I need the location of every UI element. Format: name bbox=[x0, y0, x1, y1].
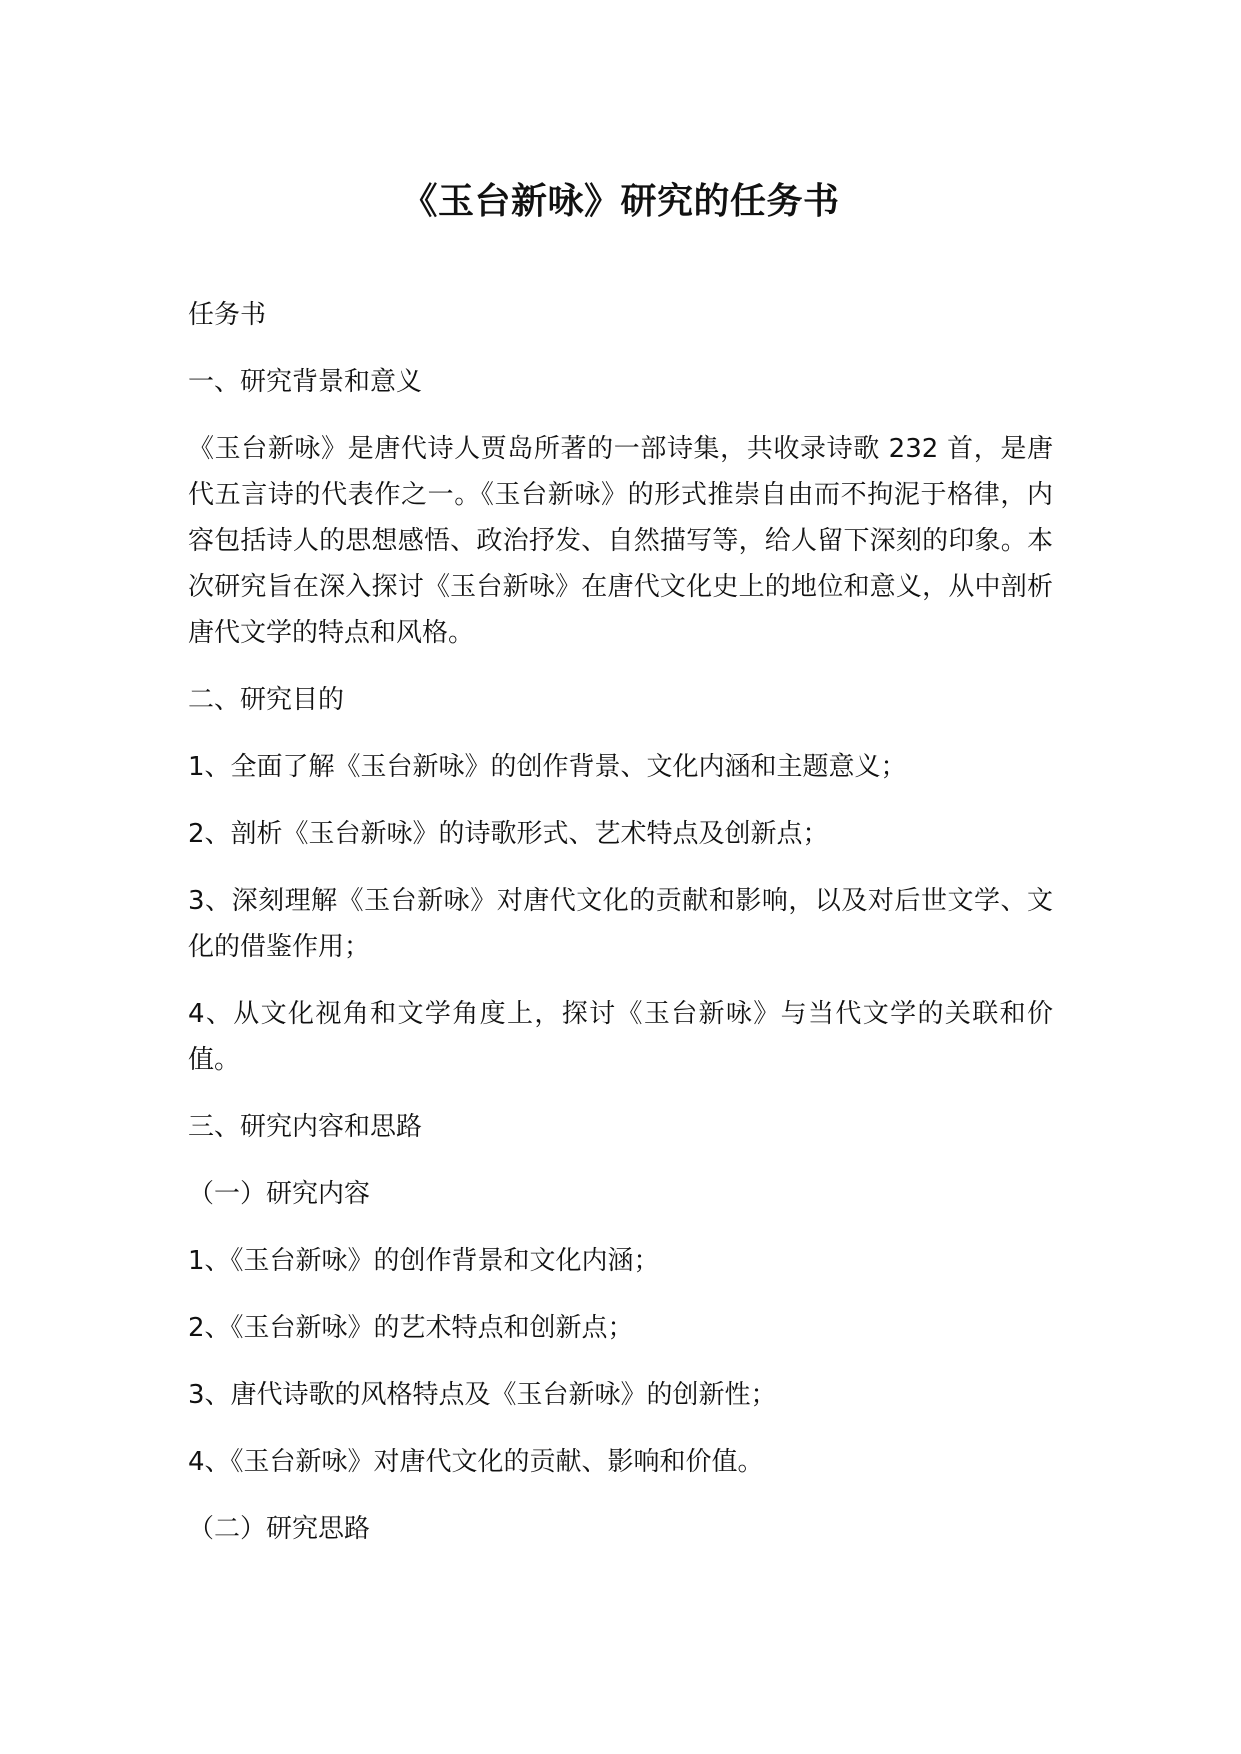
list-item-purpose-3: 3、深刻理解《玉台新咏》对唐代文化的贡献和影响，以及对后世文学、文化的借鉴作用； bbox=[188, 886, 1053, 962]
list-item-content-2: 2、《玉台新咏》的艺术特点和创新点； bbox=[188, 1313, 634, 1343]
subsection-heading-content: （一）研究内容 bbox=[188, 1179, 371, 1209]
list-item-purpose-2: 2、剖析《玉台新咏》的诗歌形式、艺术特点及创新点； bbox=[188, 819, 829, 849]
list-item-content-1: 1、《玉台新咏》的创作背景和文化内涵； bbox=[188, 1246, 660, 1276]
section-heading-content: 三、研究内容和思路 bbox=[188, 1112, 423, 1142]
paragraph-background: 《玉台新咏》是唐代诗人贾岛所著的一部诗集，共收录诗歌 232 首，是唐代五言诗的代表作之一。《玉台新咏》的形式推崇自由而不拘泥于格律，内容包括诗人的思想感悟、政治抒发、自然描写等，给人留下深刻的印象。本次研究旨在深入探讨《玉台新咏》在唐代文化史上的地位和意义，从中剖析唐代文学的特点和风格。 bbox=[188, 434, 1053, 648]
list-item-content-4: 4、《玉台新咏》对唐代文化的贡献、影响和价值。 bbox=[188, 1447, 764, 1477]
doc-label: 任务书 bbox=[188, 300, 267, 330]
list-item-content-3: 3、唐代诗歌的风格特点及《玉台新咏》的创新性； bbox=[188, 1380, 777, 1410]
section-heading-background: 一、研究背景和意义 bbox=[188, 367, 423, 397]
document-title: 《玉台新咏》研究的任务书 bbox=[401, 181, 840, 222]
section-heading-purpose: 二、研究目的 bbox=[188, 685, 345, 715]
document-body bbox=[188, 292, 1053, 1573]
list-item-purpose-4: 4、从文化视角和文学角度上，探讨《玉台新咏》与当代文学的关联和价值。 bbox=[188, 999, 1053, 1075]
subsection-heading-approach: （二）研究思路 bbox=[188, 1514, 371, 1544]
list-item-purpose-1: 1、全面了解《玉台新咏》的创作背景、文化内涵和主题意义； bbox=[188, 752, 907, 782]
